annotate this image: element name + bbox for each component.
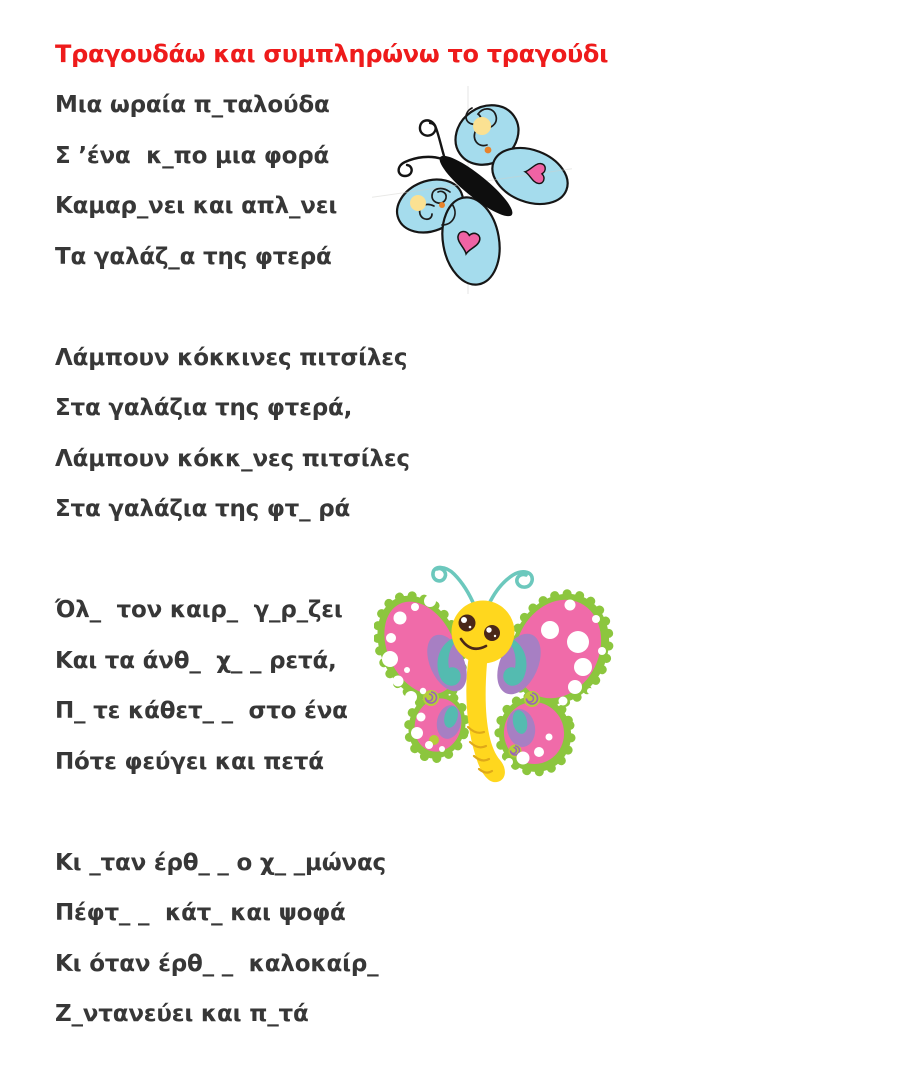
lyric-line: Πέφτ_ _ κάτ_ και ψοφά xyxy=(55,900,346,926)
lyric-line: Κι όταν έρθ_ _ καλοκαίρ_ xyxy=(55,950,379,977)
lyric-line: Π_ τε κάθετ_ _ στο ένα xyxy=(55,698,348,724)
lyric-line: Και τα άνθ_ χ_ _ ρετά, xyxy=(55,647,337,674)
lyric-line: Στα γαλάζια της φτ_ ρά xyxy=(55,496,351,522)
lyric-line: Ζ_ντανεύει και π_τά xyxy=(55,1001,309,1027)
lyric-line: Κι _ταν έρθ_ _ ο χ_ _μώνας xyxy=(55,849,386,876)
cartoon-butterfly-illustration xyxy=(374,541,624,803)
lyric-line: Καμαρ_νει και απλ_νει xyxy=(55,193,338,219)
lyric-line: Τα γαλάζ_α της φτερά xyxy=(55,243,332,270)
worksheet-title: Τραγουδάω και συμπληρώνω το τραγούδι xyxy=(55,40,609,68)
butterfly-head xyxy=(452,601,515,664)
stanza-1 xyxy=(55,80,410,282)
song-lyrics xyxy=(55,80,410,1080)
lyric-line: Όλ_ τον καιρ_ γ_ρ_ζει xyxy=(55,597,343,623)
stanza-4 xyxy=(55,838,410,1040)
lyric-line: Στα γαλάζια της φτερά, xyxy=(55,395,353,421)
blue-butterfly-illustration xyxy=(372,86,572,294)
lyric-line: Λάμπουν κόκκινες πιτσίλες xyxy=(55,344,408,371)
lyric-line: Πότε φεύγει και πετά xyxy=(55,748,324,775)
lyric-line: Σ ’ένα κ_πο μια φορά xyxy=(55,142,330,169)
stanza-2 xyxy=(55,333,410,535)
lyric-line: Μια ωραία π_ταλούδα xyxy=(55,92,330,118)
lyric-line: Λάμπουν κόκκ_νες πιτσίλες xyxy=(55,445,410,472)
butterfly-antennae xyxy=(399,120,444,176)
stanza-3 xyxy=(55,585,410,787)
